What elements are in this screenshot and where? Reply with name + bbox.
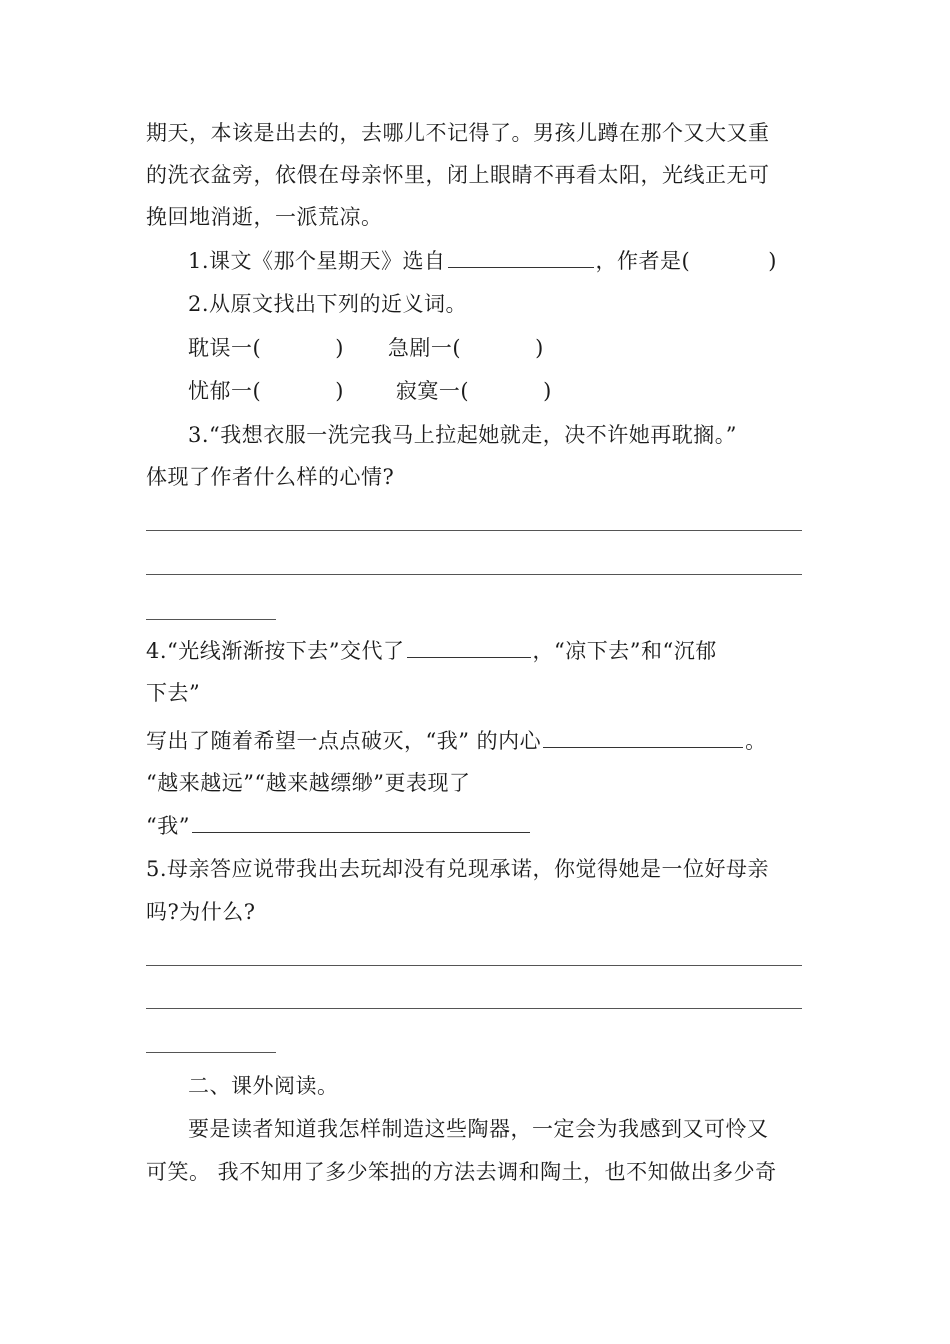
answer-line[interactable]	[146, 965, 802, 966]
question-4-line-1: 4.“光线渐渐按下去”交代了 ，“凉下去”和“沉郁	[146, 639, 717, 663]
question-4-line-4: “越来越远”“越来越缥缈”更表现了	[146, 771, 471, 795]
answer-line[interactable]	[146, 530, 802, 531]
answer-line[interactable]	[146, 619, 276, 620]
passage-line-3: 挽回地消逝，一派荒凉。	[146, 205, 383, 229]
question-5-line-1: 5.母亲答应说带我出去玩却没有兑现承诺，你觉得她是一位好母亲	[146, 857, 770, 881]
passage-line-1: 期天，本该是出去的，去哪儿不记得了。男孩儿蹲在那个又大又重	[146, 121, 770, 145]
answer-blank-q4-3[interactable]	[192, 812, 530, 833]
answer-line[interactable]	[146, 1052, 276, 1053]
question-4-line-3: 写出了随着希望一点点破灭，“我” 的内心 。	[146, 729, 767, 753]
question-2-row-2: 忧郁一( ) 寂寞一( )	[188, 379, 552, 403]
question-4-line-2: 下去”	[146, 681, 201, 705]
question-2-prompt: 2.从原文找出下列的近义词。	[188, 292, 468, 316]
question-3-line-2: 体现了作者什么样的心情?	[146, 465, 395, 489]
section-2-line-1: 要是读者知道我怎样制造这些陶器，一定会为我感到又可怜又	[188, 1117, 769, 1141]
question-3-line-1: 3.“我想衣服一洗完我马上拉起她就走，决不许她再耽搁。”	[188, 423, 738, 447]
section-2-title: 二、课外阅读。	[188, 1074, 339, 1098]
answer-blank-q4-1[interactable]	[407, 637, 531, 658]
question-5-line-2: 吗?为什么?	[146, 900, 256, 924]
answer-blank-q4-2[interactable]	[543, 727, 743, 748]
answer-line[interactable]	[146, 1008, 802, 1009]
question-4-line-5: “我”	[146, 811, 532, 841]
passage-line-2: 的洗衣盆旁，依偎在母亲怀里，闭上眼睛不再看太阳，光线正无可	[146, 163, 770, 187]
answer-blank-source[interactable]	[448, 247, 594, 268]
question-2-row-1: 耽误一( ) 急剧一( )	[188, 336, 544, 360]
question-1: 1.课文《那个星期天》选自 ，作者是( )	[188, 249, 777, 273]
section-2-line-2: 可笑。 我不知用了多少笨拙的方法去调和陶土，也不知做出多少奇	[146, 1160, 777, 1184]
answer-line[interactable]	[146, 574, 802, 575]
